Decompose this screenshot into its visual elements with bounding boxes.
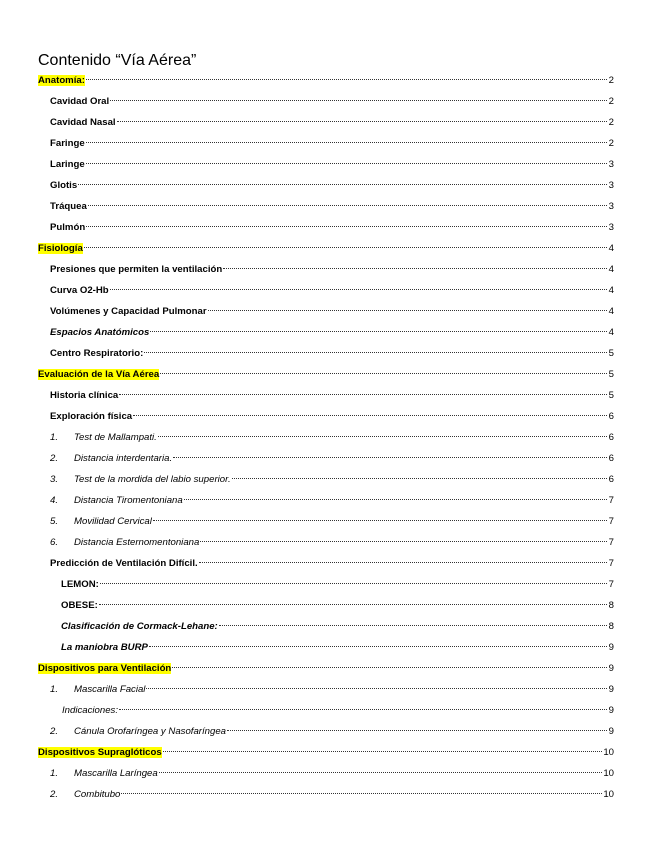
toc-entry-page: 5 — [608, 390, 614, 401]
toc-entry-distancia-interdentaria[interactable] — [38, 452, 614, 473]
toc-entry-label: Volúmenes y Capacidad Pulmonar — [50, 306, 207, 317]
toc-title: Contenido “Vía Aérea” — [38, 52, 197, 69]
toc-entry-cavidad-nasal[interactable] — [38, 116, 614, 137]
toc-entry-number: 5. — [50, 516, 59, 527]
toc-entry-label: La maniobra BURP — [61, 642, 148, 653]
toc-entry-page: 6 — [608, 411, 614, 422]
toc-entry-page: 4 — [608, 285, 614, 296]
toc-entry-page: 2 — [608, 96, 614, 107]
toc-entry-page: 3 — [608, 159, 614, 170]
toc-entry-page: 8 — [608, 621, 614, 632]
leader-dots — [219, 625, 607, 626]
toc-entry-page: 7 — [608, 537, 614, 548]
leader-dots — [119, 394, 607, 395]
toc-entry-traquea[interactable] — [38, 200, 614, 221]
leader-dots — [99, 604, 607, 605]
toc-entry-page: 4 — [608, 243, 614, 254]
toc-entry-page: 10 — [603, 789, 614, 800]
toc-entry-page: 3 — [608, 222, 614, 233]
toc-entry-label: Test de la mordida del labio superior. — [74, 474, 231, 485]
toc-entry-page: 9 — [608, 684, 614, 695]
leader-dots — [158, 436, 607, 437]
toc-entry-label: Exploración física — [50, 411, 133, 422]
toc-entry-number: 2. — [50, 726, 59, 737]
toc-entry-number: 3. — [50, 474, 59, 485]
toc-entry-number: 6. — [50, 537, 59, 548]
toc-entry-label: OBESE: — [61, 600, 98, 611]
toc-entry-page: 7 — [608, 558, 614, 569]
leader-dots — [119, 709, 607, 710]
toc-entry-page: 3 — [608, 201, 614, 212]
toc-entry-prediccion[interactable] — [38, 557, 614, 578]
leader-dots — [100, 583, 607, 584]
toc-entry-volumenes[interactable] — [38, 305, 614, 326]
toc-entry-faringe[interactable] — [38, 137, 614, 158]
leader-dots — [86, 79, 607, 80]
table-of-contents — [38, 74, 614, 809]
toc-entry-page: 9 — [608, 705, 614, 716]
toc-entry-mascarilla-laringea[interactable] — [38, 767, 614, 788]
toc-entry-number: 1. — [50, 768, 59, 779]
toc-entry-burp[interactable] — [38, 641, 614, 662]
leader-dots — [149, 646, 607, 647]
leader-dots — [223, 268, 607, 269]
toc-entry-label: Test de Mallampati. — [74, 432, 157, 443]
toc-entry-page: 7 — [608, 495, 614, 506]
toc-entry-presiones[interactable] — [38, 263, 614, 284]
toc-entry-mallampati[interactable] — [38, 431, 614, 452]
toc-entry-label: Anatomía: — [38, 75, 85, 86]
toc-entry-label: Evaluación de la Vía Aérea — [38, 369, 160, 380]
leader-dots — [184, 499, 607, 500]
leader-dots — [172, 667, 607, 668]
toc-entry-page: 2 — [608, 138, 614, 149]
toc-entry-number: 2. — [50, 789, 59, 800]
toc-entry-historia-clinica[interactable] — [38, 389, 614, 410]
toc-entry-exploracion-fisica[interactable] — [38, 410, 614, 431]
toc-entry-evaluacion[interactable] — [38, 368, 614, 389]
toc-entry-page: 5 — [608, 348, 614, 359]
toc-entry-glotis[interactable] — [38, 179, 614, 200]
toc-entry-supragloticos[interactable] — [38, 746, 614, 767]
toc-entry-page: 10 — [603, 747, 614, 758]
toc-entry-page: 3 — [608, 180, 614, 191]
toc-entry-centro-respiratorio[interactable] — [38, 347, 614, 368]
leader-dots — [146, 688, 607, 689]
leader-dots — [117, 121, 607, 122]
leader-dots — [86, 142, 607, 143]
leader-dots — [133, 415, 607, 416]
toc-entry-page: 2 — [608, 117, 614, 128]
leader-dots — [78, 184, 607, 185]
toc-entry-movilidad-cervical[interactable] — [38, 515, 614, 536]
toc-entry-label: Dispositivos para Ventilación — [38, 663, 172, 674]
toc-entry-label: Historia clínica — [50, 390, 119, 401]
toc-entry-page: 4 — [608, 327, 614, 338]
toc-entry-label: Movilidad Cervical — [74, 516, 152, 527]
toc-entry-page: 7 — [608, 579, 614, 590]
leader-dots — [163, 751, 603, 752]
toc-entry-label: Cavidad Nasal — [50, 117, 116, 128]
toc-entry-number: 1. — [50, 684, 59, 695]
toc-entry-combitubo[interactable] — [38, 788, 614, 809]
toc-entry-page: 4 — [608, 306, 614, 317]
toc-entry-label: Curva O2-Hb — [50, 285, 109, 296]
toc-entry-label: Espacios Anatómicos — [50, 327, 150, 338]
toc-entry-mascarilla-facial[interactable] — [38, 683, 614, 704]
leader-dots — [86, 226, 607, 227]
leader-dots — [208, 310, 607, 311]
leader-dots — [110, 289, 607, 290]
leader-dots — [121, 793, 602, 794]
leader-dots — [200, 541, 607, 542]
toc-entry-number: 4. — [50, 495, 59, 506]
toc-entry-label: Glotis — [50, 180, 78, 191]
leader-dots — [160, 373, 607, 374]
toc-entry-label: Distancia interdentaria. — [74, 453, 173, 464]
toc-entry-espacios-anatomicos[interactable] — [38, 326, 614, 347]
toc-entry-lemon[interactable] — [38, 578, 614, 599]
toc-entry-label: Presiones que permiten la ventilación — [50, 264, 223, 275]
leader-dots — [232, 478, 607, 479]
toc-entry-indicaciones[interactable] — [38, 704, 614, 725]
leader-dots — [159, 772, 603, 773]
leader-dots — [199, 562, 607, 563]
toc-entry-label: Cánula Orofaríngea y Nasofaríngea — [74, 726, 226, 737]
leader-dots — [153, 520, 607, 521]
toc-entry-page: 4 — [608, 264, 614, 275]
toc-entry-obese[interactable] — [38, 599, 614, 620]
toc-entry-label: Distancia Tiromentoniana — [74, 495, 183, 506]
toc-entry-laringe[interactable] — [38, 158, 614, 179]
toc-entry-label: LEMON: — [61, 579, 99, 590]
toc-entry-label: Mascarilla Laríngea — [74, 768, 158, 779]
toc-entry-page: 2 — [608, 75, 614, 86]
toc-entry-page: 5 — [608, 369, 614, 380]
leader-dots — [150, 331, 607, 332]
toc-entry-canula[interactable] — [38, 725, 614, 746]
toc-entry-esternomentoniana[interactable] — [38, 536, 614, 557]
toc-entry-page: 6 — [608, 474, 614, 485]
toc-entry-cormack-lehane[interactable] — [38, 620, 614, 641]
toc-entry-label: Tráquea — [50, 201, 87, 212]
toc-entry-page: 9 — [608, 663, 614, 674]
toc-entry-label: Pulmón — [50, 222, 86, 233]
leader-dots — [227, 730, 607, 731]
toc-entry-page: 9 — [608, 642, 614, 653]
leader-dots — [144, 352, 607, 353]
toc-entry-page: 8 — [608, 600, 614, 611]
toc-entry-label: Centro Respiratorio: — [50, 348, 144, 359]
toc-entry-label: Laringe — [50, 159, 85, 170]
toc-entry-page: 6 — [608, 453, 614, 464]
leader-dots — [88, 205, 607, 206]
leader-dots — [84, 247, 607, 248]
toc-entry-label: Dispositivos Supraglóticos — [38, 747, 162, 758]
toc-entry-page: 6 — [608, 432, 614, 443]
toc-entry-cavidad-oral[interactable] — [38, 95, 614, 116]
toc-entry-pulmon[interactable] — [38, 221, 614, 242]
toc-entry-label: Predicción de Ventilación Difícil. — [50, 558, 198, 569]
toc-entry-label: Faringe — [50, 138, 85, 149]
toc-entry-number: 2. — [50, 453, 59, 464]
toc-entry-label: Cavidad Oral — [50, 96, 110, 107]
toc-entry-label: Fisiología — [38, 243, 83, 254]
toc-entry-tiromentoniana[interactable] — [38, 494, 614, 515]
toc-entry-mordida-labio[interactable] — [38, 473, 614, 494]
toc-entry-curva-o2-hb[interactable] — [38, 284, 614, 305]
toc-entry-label: Clasificación de Cormack-Lehane: — [61, 621, 218, 632]
toc-entry-number: 1. — [50, 432, 59, 443]
leader-dots — [110, 100, 607, 101]
toc-entry-label: Mascarilla Facial — [74, 684, 146, 695]
toc-entry-page: 7 — [608, 516, 614, 527]
leader-dots — [173, 457, 607, 458]
toc-entry-fisiologia[interactable] — [38, 242, 614, 263]
toc-entry-dispositivos-ventilacion[interactable] — [38, 662, 614, 683]
leader-dots — [86, 163, 607, 164]
toc-entry-label: Combitubo — [74, 789, 121, 800]
toc-entry-label: Distancia Esternomentoniana — [74, 537, 200, 548]
toc-entry-anatomia[interactable] — [38, 74, 614, 95]
toc-entry-page: 9 — [608, 726, 614, 737]
toc-entry-label: Indicaciones: — [62, 705, 118, 716]
toc-entry-page: 10 — [603, 768, 614, 779]
